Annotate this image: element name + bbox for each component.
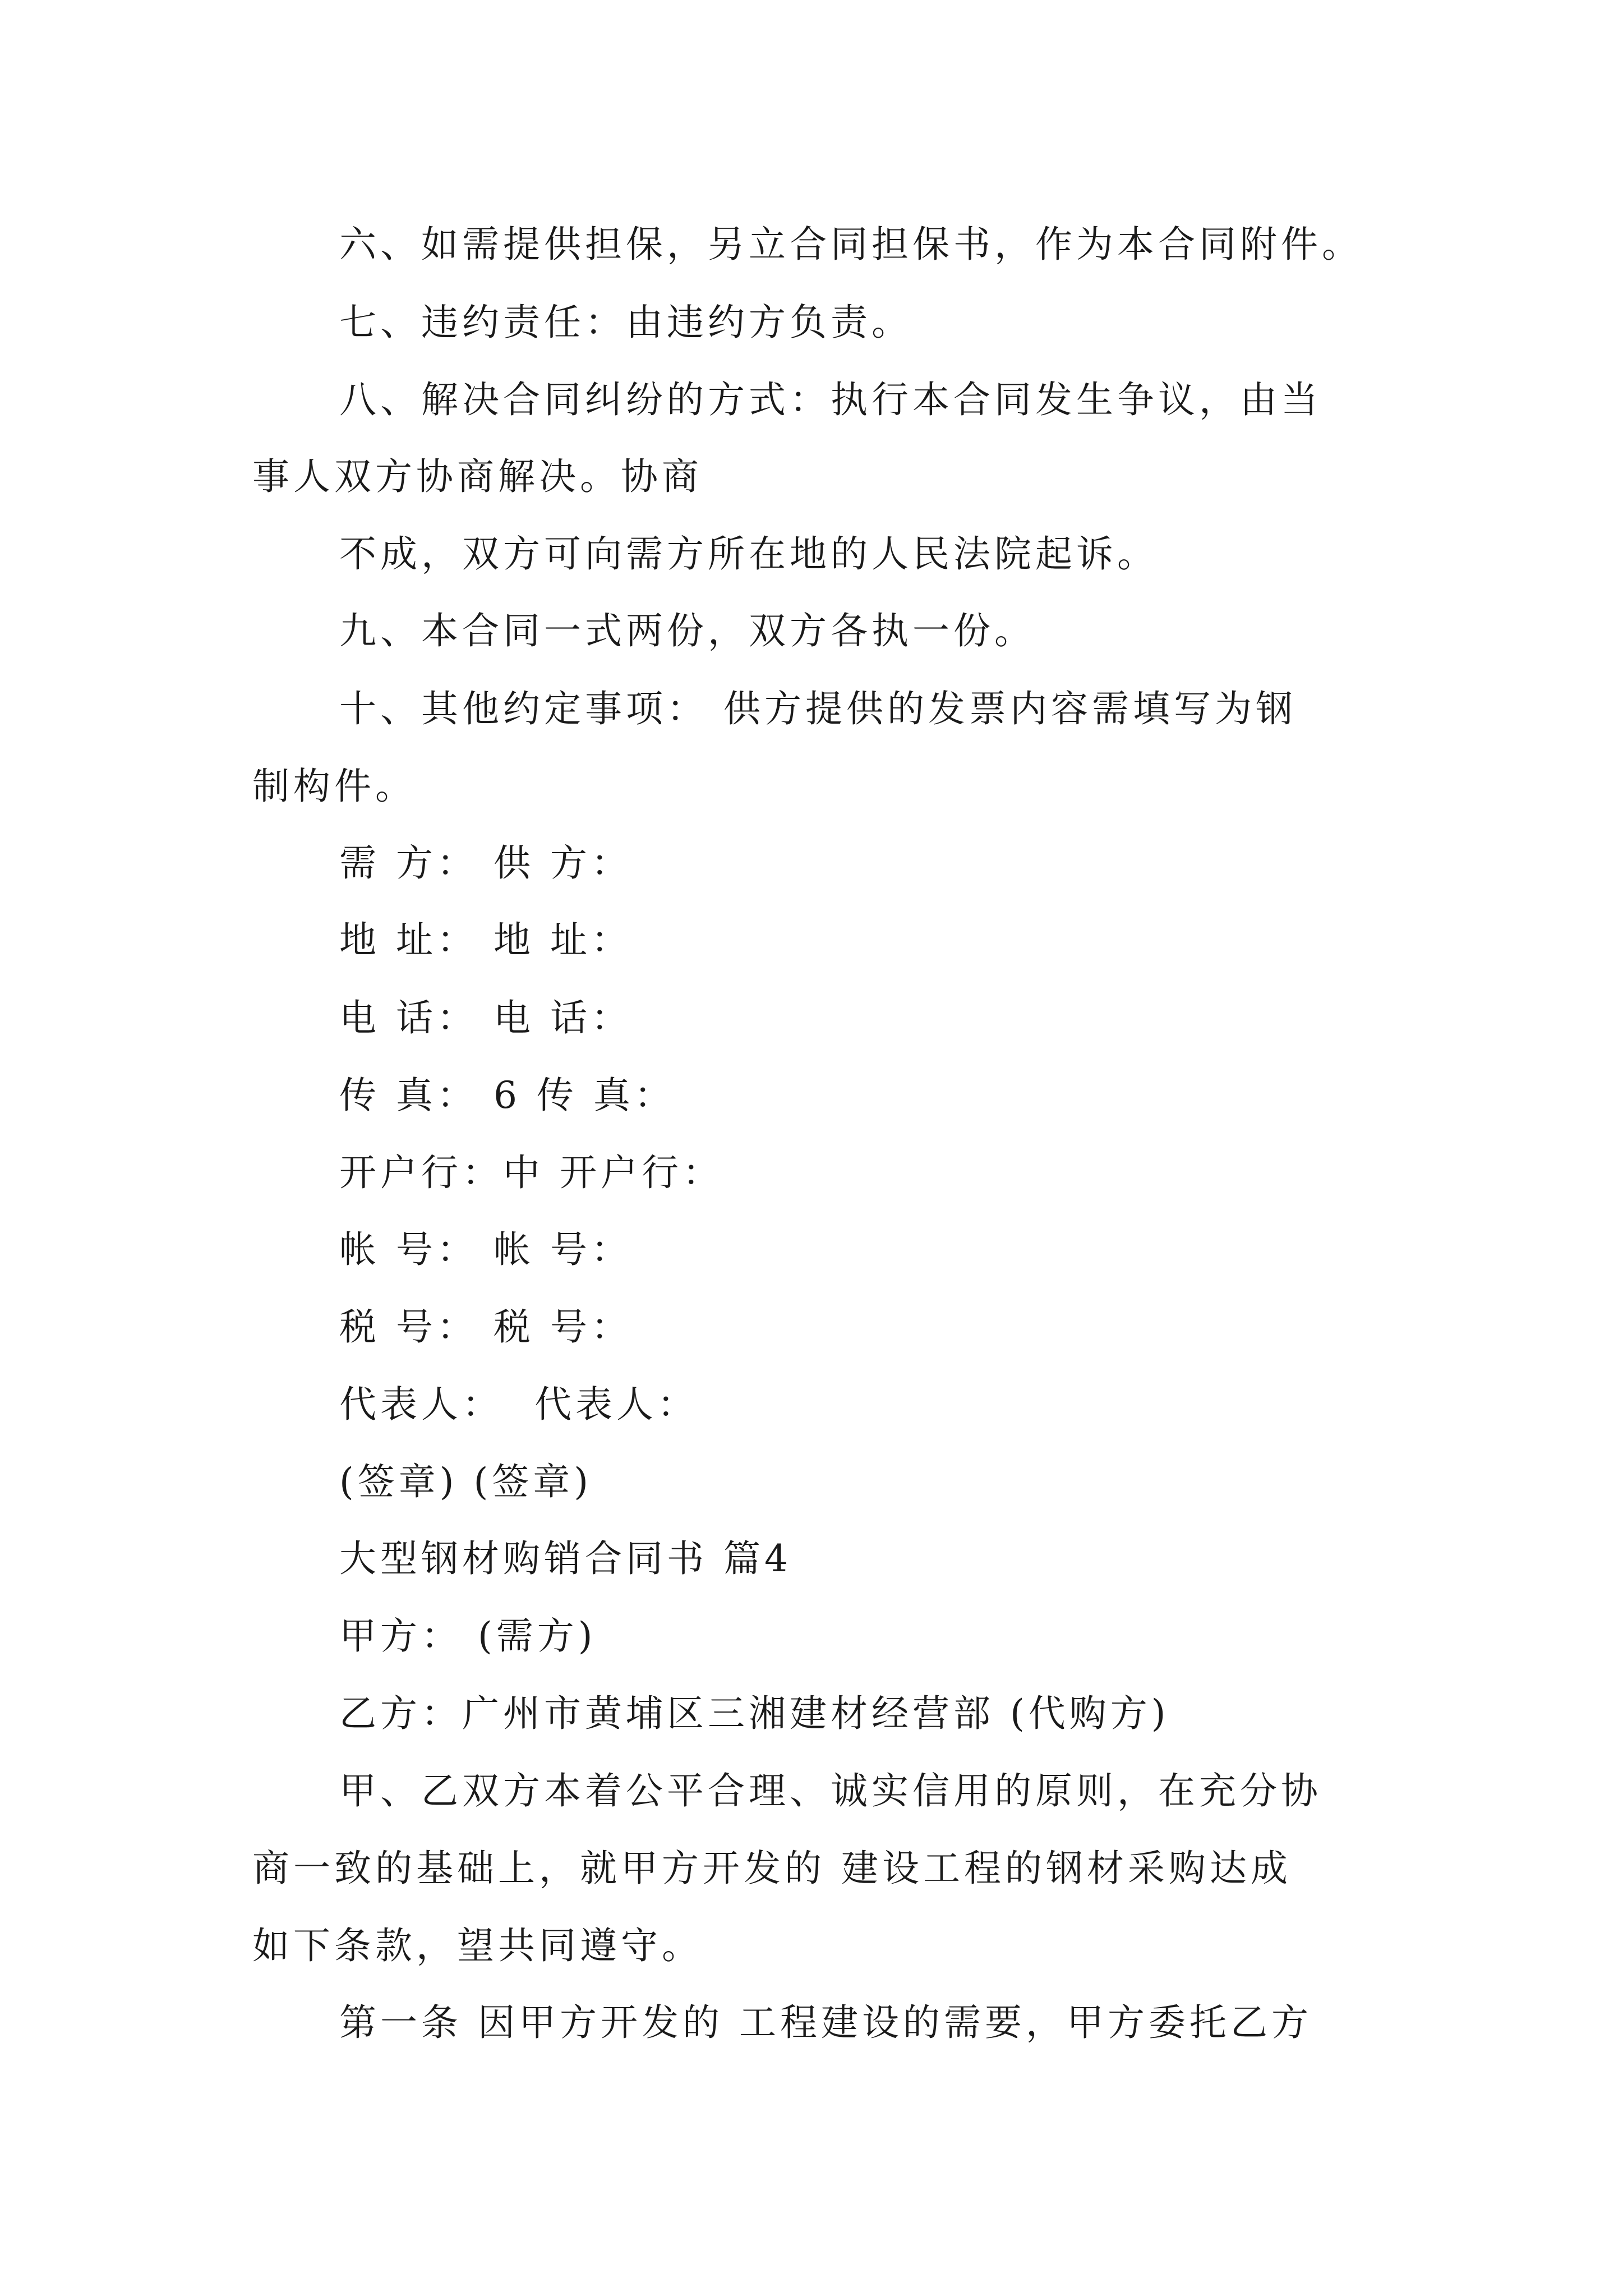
section-title: 大型钢材购销合同书 篇4	[339, 1537, 792, 1580]
party-a: 甲方： (需方)	[339, 1614, 597, 1658]
party-field-representative: 代表人： 代表人：	[339, 1383, 698, 1426]
preamble-cont-2: 如下条款，望共同遵守。	[252, 1924, 703, 1967]
party-field-account: 帐 号： 帐 号：	[339, 1228, 632, 1271]
clause-9-copies: 九、本合同一式两份，双方各执一份。	[339, 609, 1035, 652]
party-field-buyer-seller: 需 方： 供 方：	[339, 841, 632, 885]
party-field-fax: 传 真： 6 传 真：	[339, 1074, 675, 1117]
clause-8-dispute: 八、解决合同纠纷的方式：执行本合同发生争议，由当	[339, 378, 1322, 421]
article-1: 第一条 因甲方开发的 工程建设的需要，甲方委托乙方	[339, 2001, 1312, 2044]
party-field-seal: (签章) (签章)	[339, 1460, 592, 1503]
clause-10-other-cont: 制构件。	[252, 765, 416, 808]
clause-8-dispute-court: 不成，双方可向需方所在地的人民法院起诉。	[339, 532, 1158, 576]
clause-10-other: 十、其他约定事项： 供方提供的发票内容需填写为钢	[339, 687, 1297, 730]
party-field-address: 地 址： 地 址：	[339, 918, 632, 961]
preamble: 甲、乙双方本着公平合理、诚实信用的原则，在充分协	[339, 1769, 1322, 1812]
party-b: 乙方：广州市黄埔区三湘建材经营部 (代购方)	[339, 1692, 1170, 1735]
clause-8-dispute-cont: 事人双方协商解决。协商	[252, 455, 703, 498]
party-field-bank: 开户行：中 开户行：	[339, 1151, 723, 1194]
party-field-phone: 电 话： 电 话：	[339, 996, 632, 1039]
clause-6-guarantee: 六、如需提供担保，另立合同担保书，作为本合同附件。	[339, 223, 1363, 266]
preamble-cont-1: 商一致的基础上，就甲方开发的 建设工程的钢材采购达成	[252, 1847, 1292, 1890]
party-field-tax-id: 税 号： 税 号：	[339, 1305, 632, 1349]
clause-7-liability: 七、违约责任：由违约方负责。	[339, 301, 912, 344]
